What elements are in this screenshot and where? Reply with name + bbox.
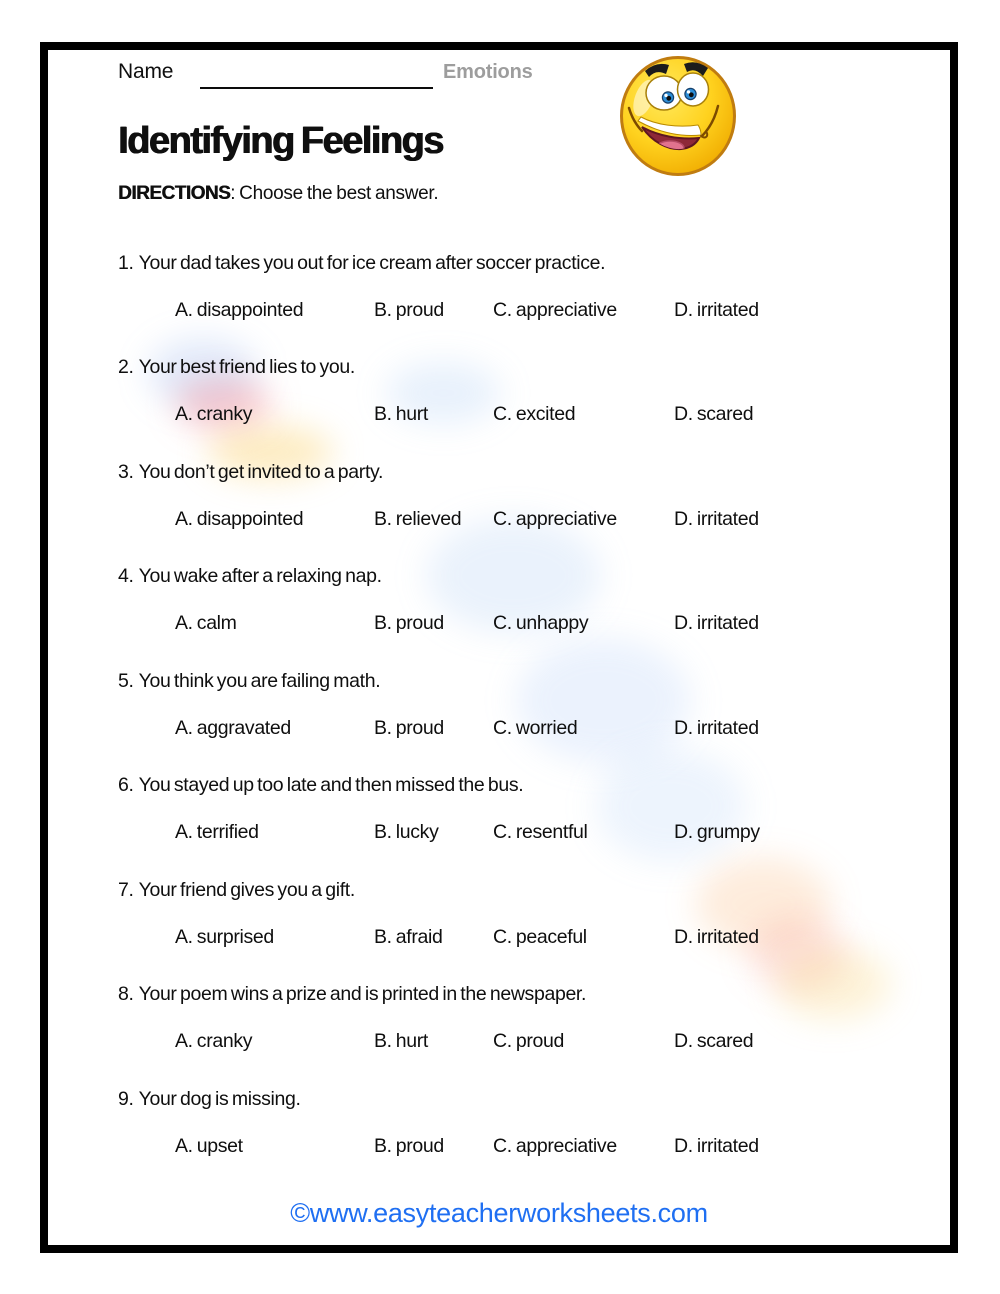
directions-label: DIRECTIONS bbox=[118, 183, 231, 204]
options-row bbox=[175, 717, 934, 740]
option-a: A. disappointed bbox=[175, 299, 304, 321]
option-a: A. terrified bbox=[175, 821, 259, 844]
option-d: D. grumpy bbox=[674, 821, 760, 844]
name-label: Name bbox=[118, 60, 174, 83]
option-b: B. proud bbox=[374, 299, 444, 321]
option-c: C. appreciative bbox=[493, 507, 617, 530]
option-c: C. worried bbox=[493, 716, 578, 739]
question-number: 3. bbox=[118, 460, 134, 483]
question-text: You don’t get invited to a party. bbox=[138, 460, 384, 483]
option-a: A. disappointed bbox=[175, 507, 304, 530]
question-number: 4. bbox=[118, 565, 134, 588]
directions-text: : Choose the best answer. bbox=[230, 183, 439, 204]
question-2 bbox=[118, 356, 934, 460]
question-number: 1. bbox=[118, 252, 134, 274]
option-a: A. cranky bbox=[175, 403, 253, 426]
option-d: D. irritated bbox=[674, 612, 759, 635]
question-number: 5. bbox=[118, 669, 134, 692]
smiley-face-icon bbox=[618, 54, 738, 178]
page-title: Identifying Feelings bbox=[118, 120, 443, 162]
question-text: Your friend gives you a gift. bbox=[138, 878, 355, 901]
question-text: Your best friend lies to you. bbox=[138, 356, 355, 379]
options-row bbox=[175, 508, 934, 531]
option-c: C. appreciative bbox=[493, 299, 617, 321]
options-row bbox=[175, 612, 934, 635]
options-row bbox=[175, 821, 934, 844]
option-a: A. calm bbox=[175, 612, 237, 635]
option-d: D. irritated bbox=[674, 716, 759, 739]
options-row bbox=[175, 403, 934, 426]
options-row bbox=[175, 299, 934, 322]
option-b: B. hurt bbox=[374, 403, 428, 426]
question-text: Your dad takes you out for ice cream after soccer practice. bbox=[138, 252, 606, 274]
footer bbox=[48, 1198, 950, 1229]
question-number: 8. bbox=[118, 983, 134, 1006]
question-9 bbox=[118, 1088, 934, 1192]
question-4 bbox=[118, 565, 934, 669]
question-list bbox=[118, 252, 934, 1192]
option-d: D. irritated bbox=[674, 925, 759, 948]
option-b: B. relieved bbox=[374, 507, 462, 530]
option-b: B. afraid bbox=[374, 925, 443, 948]
option-d: D. scared bbox=[674, 403, 754, 426]
option-c: C. proud bbox=[493, 1030, 564, 1053]
question-number: 9. bbox=[118, 1087, 134, 1110]
question-text: You stayed up too late and then missed the bus. bbox=[138, 774, 524, 797]
directions bbox=[118, 183, 438, 205]
subject-label: Emotions bbox=[443, 61, 533, 83]
option-c: C. resentful bbox=[493, 821, 588, 844]
question-3 bbox=[118, 461, 934, 565]
option-b: B. proud bbox=[374, 716, 444, 739]
question-1 bbox=[118, 252, 934, 356]
option-d: D. scared bbox=[674, 1030, 754, 1053]
credit-link[interactable]: ©www.easyteacherworksheets.com bbox=[290, 1198, 708, 1228]
option-c: C. appreciative bbox=[493, 1134, 617, 1157]
option-c: C. unhappy bbox=[493, 612, 589, 635]
question-8 bbox=[118, 983, 934, 1087]
question-6 bbox=[118, 774, 934, 878]
question-text: Your dog is missing. bbox=[138, 1087, 301, 1110]
option-b: B. proud bbox=[374, 1134, 444, 1157]
option-b: B. hurt bbox=[374, 1030, 428, 1053]
option-b: B. proud bbox=[374, 612, 444, 635]
question-number: 2. bbox=[118, 356, 134, 379]
option-c: C. peaceful bbox=[493, 925, 587, 948]
question-7 bbox=[118, 879, 934, 983]
options-row bbox=[175, 926, 934, 949]
option-b: B. lucky bbox=[374, 821, 439, 844]
question-text: You think you are failing math. bbox=[138, 669, 381, 692]
option-d: D. irritated bbox=[674, 299, 759, 321]
name-blank-line bbox=[200, 52, 433, 89]
question-number: 7. bbox=[118, 878, 134, 901]
question-number: 6. bbox=[118, 774, 134, 797]
option-a: A. aggravated bbox=[175, 716, 291, 739]
option-a: A. upset bbox=[175, 1134, 243, 1157]
options-row bbox=[175, 1135, 934, 1158]
question-text: Your poem wins a prize and is printed in the newspaper. bbox=[138, 983, 587, 1006]
question-5 bbox=[118, 670, 934, 774]
page-border-frame bbox=[40, 42, 958, 1253]
options-row bbox=[175, 1030, 934, 1053]
page-content bbox=[48, 50, 950, 1245]
option-c: C. excited bbox=[493, 403, 576, 426]
question-text: You wake after a relaxing nap. bbox=[138, 565, 382, 588]
option-a: A. surprised bbox=[175, 925, 274, 948]
option-a: A. cranky bbox=[175, 1030, 253, 1053]
option-d: D. irritated bbox=[674, 1134, 759, 1157]
option-d: D. irritated bbox=[674, 507, 759, 530]
